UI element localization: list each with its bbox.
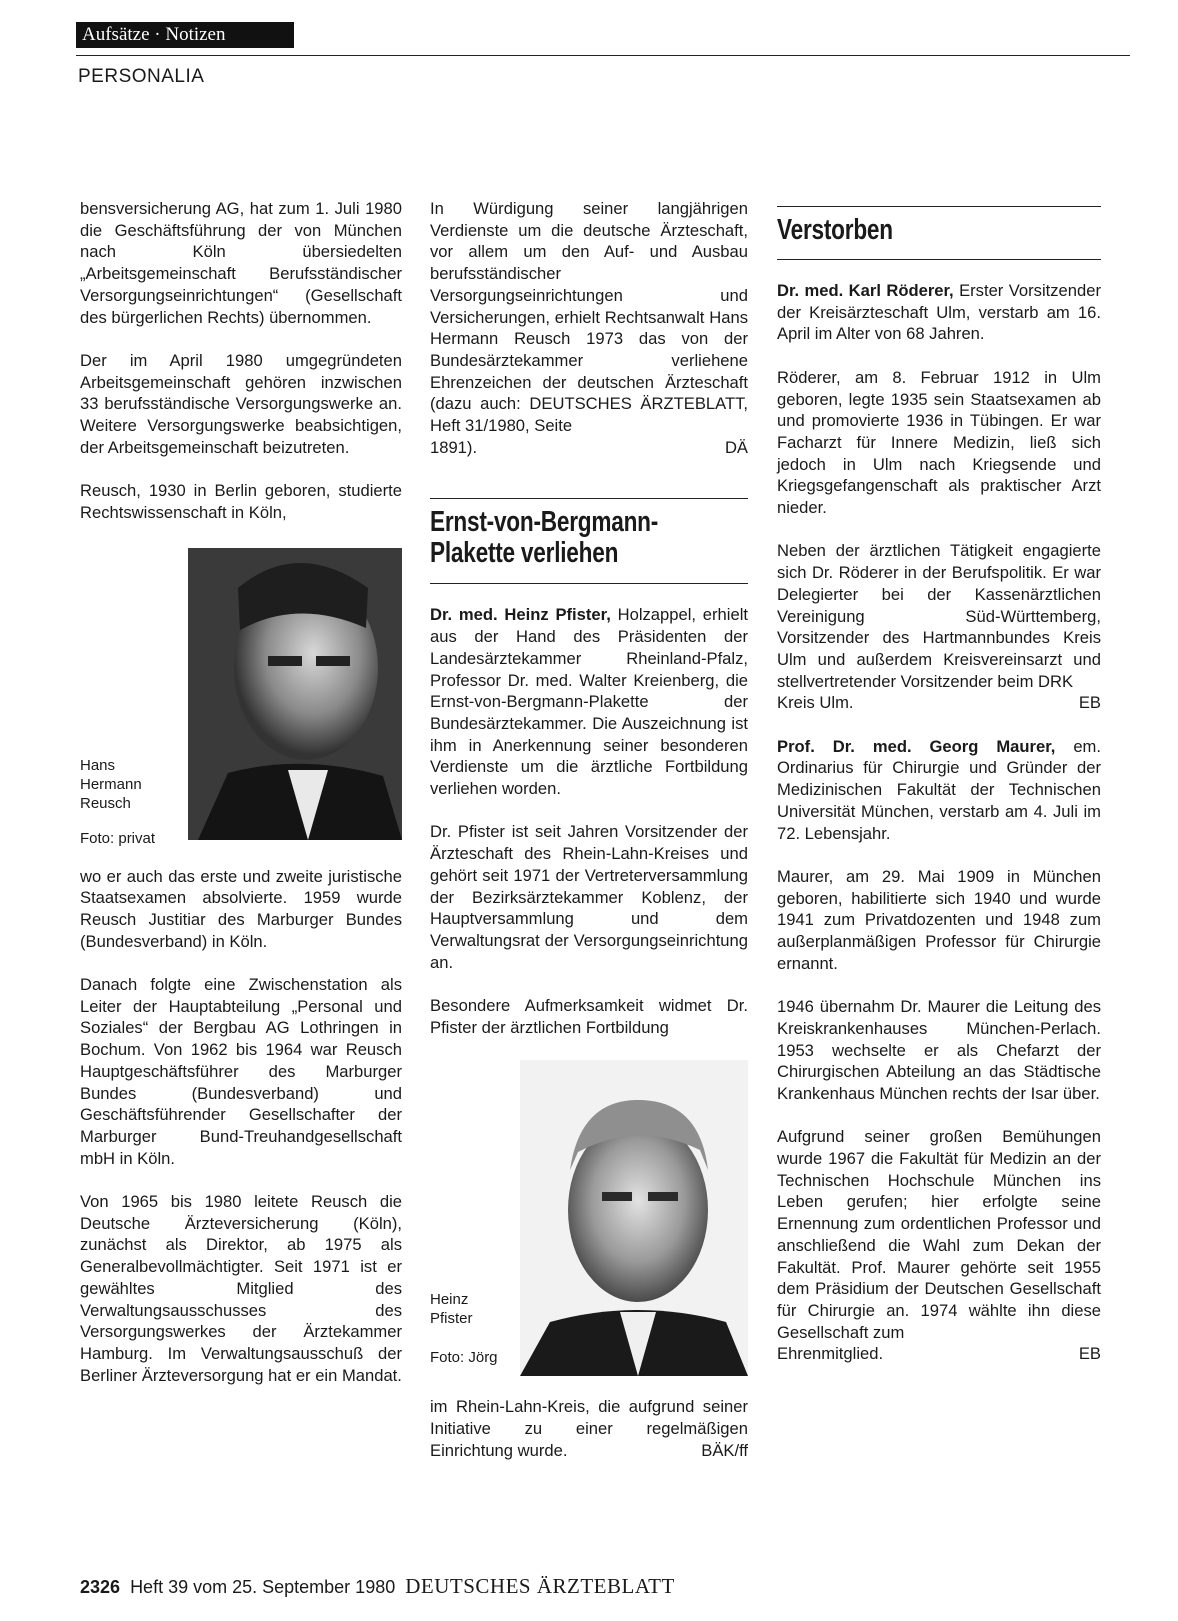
paragraph: Von 1965 bis 1980 leitete Reusch die Deutsche Ärzteversicherung (Köln), zunächst als Direktor, ab 1975 als Generalbevollmächtigter. Seit 1971 ist er gewähltes Mitglied des Verwaltungsausschusses des Versorgungswerkes der Ärztekammer Hamburg. Im Verwaltungsausschuß der Berliner Ärzteversorgung hat er ein Mandat. [80, 1192, 402, 1385]
paragraph-end: Kreis Ulm. EB [777, 693, 1101, 713]
paragraph: Besondere Aufmerksamkeit widmet Dr. Pfister der ärztlichen Fortbildung [430, 996, 748, 1037]
photo-caption-pfister: Heinz Pfister [430, 1291, 473, 1328]
paragraph: Prof. Dr. med. Georg Maurer, em. Ordinarius für Chirurgie und Gründer der Medizinischen Fakultät der Technischen Universität München, verstarb am 4. Juli im 72. Lebensjahr. [777, 736, 1101, 843]
person-name: Dr. med. Heinz Pfister, [430, 605, 611, 625]
photo-block-reusch [80, 548, 402, 860]
heading-rule [777, 259, 1101, 260]
article-heading: Ernst-von-Bergmann- Plakette verliehen [430, 506, 659, 570]
signature: BÄK/ff [701, 1440, 748, 1460]
person-name: Dr. med. Karl Röderer, [777, 281, 954, 300]
portrait-photo-pfister [520, 1060, 748, 1376]
section-badge: Aufsätze · Notizen [76, 22, 294, 48]
paragraph: wo er auch das erste und zweite juristische Staatsexamen absolvierte. 1959 wurde Reusch Justitiar des Marburger Bundes (Bundesverband) in Köln. [80, 866, 402, 951]
paragraph: Dr. med. Heinz Pfister, Holzappel, erhielt aus der Hand des Präsidenten der Landesärztekammer Rheinland-Pfalz, Professor Dr. med. Walter Kreienberg, die Ernst-von-Bergmann-Plakette der Bundesärztekammer. Die Auszeichnung ist ihm in Anerkennung seiner besonderen Verdienste um die ärztliche Fortbildung verliehen worden. [430, 605, 748, 799]
heading-rule [777, 206, 1101, 207]
paragraph-end: Ehrenmitglied. EB [777, 1344, 1101, 1364]
paragraph: Reusch, 1930 in Berlin geboren, studierte Rechtswissenschaft in Köln, [80, 481, 402, 522]
issue-info: Heft 39 vom 25. September 1980 [130, 1577, 396, 1597]
signature: EB [1078, 693, 1101, 713]
heading-rule [430, 498, 748, 499]
photo-block-pfister [430, 1060, 748, 1390]
paragraph: Maurer, am 29. Mai 1909 in München geboren, habilitierte sich 1940 und wurde 1941 zum Privatdozenten und 1948 zum außerplanmäßigen Professor für Chirurgie ernannt. [777, 866, 1101, 973]
signature: EB [1078, 1344, 1101, 1364]
paragraph: Neben der ärztlichen Tätigkeit engagierte sich Dr. Röderer in der Berufspolitik. Er war Delegierter bei der Kassenärztlichen Vereinigung Süd-Württemberg, Vorsitzender des Hartmannbundes Kreis Ulm und außerdem Kreisvereinsarzt und stellvertretender Vorsitzender beim DRK [777, 541, 1101, 691]
column-3 [777, 198, 1101, 1365]
paragraph: In Würdigung seiner langjährigen Verdienste um die deutsche Ärzteschaft, vor allem um den Auf- und Ausbau berufsständischer Versorgungseinrichtungen und Versicherungen, erhielt Rechtsanwalt Hans Hermann Reusch 1973 das von der Bundesärztekammer verliehene Ehrenzeichen der deutschen Ärzteschaft (dazu auch: DEUTSCHES ÄRZTEBLATT, Heft 31/1980, Seite [430, 199, 748, 436]
person-name: Prof. Dr. med. Georg Maurer, [777, 736, 1056, 756]
article-heading: Verstorben [777, 214, 893, 246]
paragraph: bensversicherung AG, hat zum 1. Juli 1980 die Geschäftsführung der von München nach Köln übersiedelten „Arbeitsgemeinschaft Berufsständischer Versorgungseinrichtungen“ (Gesellschaft des bürgerlichen Rechts) übernommen. [80, 199, 402, 327]
header-rule [76, 55, 1130, 56]
signature: DÄ [724, 437, 748, 457]
paragraph: im Rhein-Lahn-Kreis, die aufgrund seiner Initiative zu einer regelmäßigen Einrichtung wurde. [430, 1397, 748, 1460]
portrait-photo-reusch [188, 548, 402, 840]
photo-caption-reusch: Hans Hermann Reusch [80, 756, 142, 812]
heading-rule [430, 583, 748, 584]
photo-credit-reusch: Foto: privat [80, 829, 156, 847]
magazine-name: DEUTSCHES ÄRZTEBLATT [405, 1574, 675, 1598]
paragraph-end: 1891). DÄ [430, 437, 748, 457]
paragraph: 1946 übernahm Dr. Maurer die Leitung des Kreiskrankenhauses München-Perlach. 1953 wechselte er als Chefarzt der Chirurgischen Abteilung an das Städtische Krankenhaus München rechts der Isar über. [777, 997, 1101, 1103]
column-2 [430, 198, 748, 1462]
section-title: PERSONALIA [78, 66, 205, 87]
photo-credit-pfister: Foto: Jörg [430, 1349, 498, 1367]
paragraph: Aufgrund seiner großen Bemühungen wurde 1967 die Fakultät für Medizin an der Technischen Hochschule München ins Leben gerufen; hier erfolgte seine Ernennung zum ordentlichen Professor und anschließend die Wahl zum Dekan der Fakultät. Prof. Maurer gehörte seit 1955 dem Präsidium der Deutschen Gesellschaft für Chirurgie an. 1974 wählte ihn diese Gesellschaft zum [777, 1127, 1101, 1342]
paragraph: Röderer, am 8. Februar 1912 in Ulm geboren, legte 1935 sein Staatsexamen ab und promovierte 1936 in Tübingen. Er war Facharzt für Innere Medizin, ließ sich jedoch in Ulm nach Kriegsende und Kriegsgefangenschaft als praktischer Arzt nieder. [777, 367, 1101, 518]
column-1 [80, 198, 402, 1386]
paragraph: Der im April 1980 umgegründeten Arbeitsgemeinschaft gehören inzwischen 33 berufsständische Versorgungswerke an. Weitere Versorgungswerke beabsichtigen, der Arbeitsgemeinschaft beizutreten. [80, 350, 402, 457]
page-footer [80, 1574, 675, 1599]
paragraph: Danach folgte eine Zwischenstation als Leiter der Hauptabteilung „Personal und Soziales“ der Bergbau AG Lothringen in Bochum. Von 1962 bis 1964 war Reusch Hauptgeschäftsführer des Marburger Bundes (Bundesverband) und Geschäftsführender Gesellschafter der Marburger Bund-Treuhandgesellschaft mbH in Köln. [80, 975, 402, 1168]
paragraph: Dr. Pfister ist seit Jahren Vorsitzender der Ärzteschaft des Rhein-Lahn-Kreises und gehört seit 1971 der Vertreterversammlung der Bezirksärztekammer Koblenz, der Hauptversammlung und dem Verwaltungsrat der Versorgungseinrichtung an. [430, 822, 748, 972]
page-number: 2326 [80, 1577, 121, 1597]
paragraph: Dr. med. Karl Röderer, Erster Vorsitzender der Kreisärzteschaft Ulm, verstarb am 16. April im Alter von 68 Jahren. [777, 281, 1101, 344]
